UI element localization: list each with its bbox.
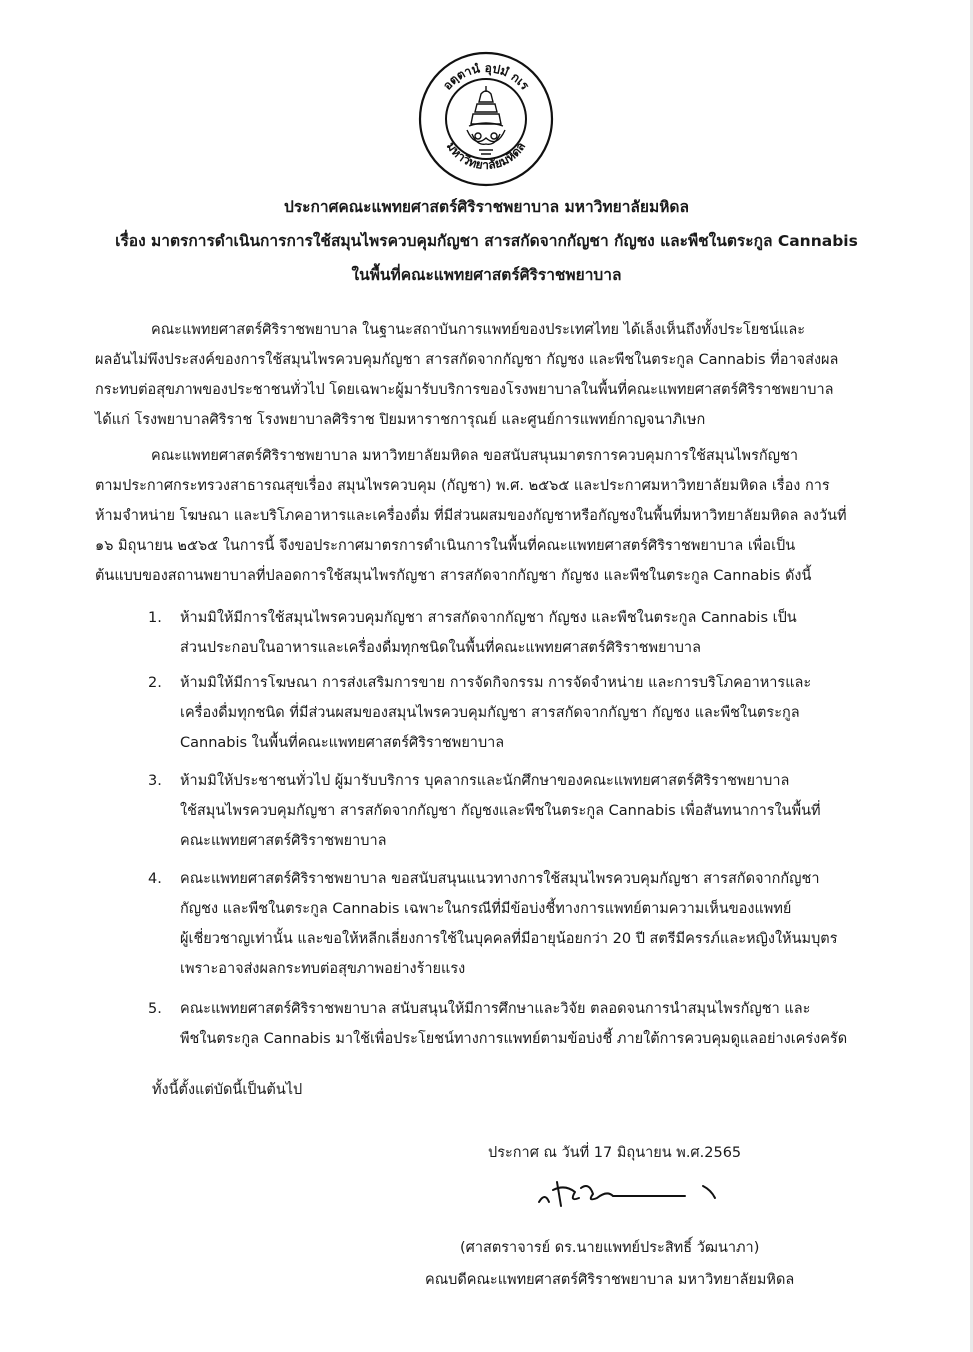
measure-number: 4. bbox=[148, 871, 162, 887]
measure-item bbox=[148, 766, 878, 856]
mahidol-university-seal bbox=[417, 50, 555, 188]
measure-line: คณะแพทยศาสตร์ศิริราชพยาบาล ขอสนับสนุนแนวทางการใช้สมุนไพรควบคุมกัญชา สารสกัดจากกัญชา bbox=[180, 871, 820, 887]
measure-line: กัญชง และพืชในตระกูล Cannabis เฉพาะในกรณีที่มีข้อบ่งชี้ทางการแพทย์ตามความเห็นของแพทย์ bbox=[180, 901, 792, 917]
paragraph-line: ห้ามจำหน่าย โฆษณา และบริโภคอาหารและเครื่องดื่ม ที่มีส่วนผสมของกัญชาหรือกัญชงในพื้นที่มหาวิทยาลัยมหิดล ลงวันที่ bbox=[95, 508, 847, 524]
measure-number: 5. bbox=[148, 1001, 162, 1017]
measure-line: ผู้เชี่ยวชาญเท่านั้น และขอให้หลีกเลี่ยงการใช้ในบุคคลที่มีอายุน้อยกว่า 20 ปี สตรีมีครรภ์และหญิงให้นมบุตร bbox=[180, 931, 838, 947]
measure-number: 3. bbox=[148, 773, 162, 789]
measure-item bbox=[148, 864, 878, 984]
announcement-date: ประกาศ ณ วันที่ 17 มิถุนายน พ.ศ.2565 bbox=[488, 1145, 742, 1161]
measure-item bbox=[148, 994, 878, 1054]
measure-line: พืชในตระกูล Cannabis มาใช้เพื่อประโยชน์ทางการแพทย์ตามข้อบ่งชี้ ภายใต้การควบคุมดูแลอย่างเคร่งครัด bbox=[180, 1031, 848, 1047]
measure-line: ใช้สมุนไพรควบคุมกัญชา สารสกัดจากกัญชา กัญชงและพืชในตระกูล Cannabis เพื่อสันทนาการในพื้นที่ bbox=[180, 803, 821, 819]
paragraph-line: กระทบต่อสุขภาพของประชาชนทั่วไป โดยเฉพาะผู้มารับบริการของโรงพยาบาลในพื้นที่คณะแพทยศาสตร์ศิริราชพยาบาล bbox=[95, 382, 834, 398]
measure-line: เครื่องดื่มทุกชนิด ที่มีส่วนผสมของสมุนไพรควบคุมกัญชา สารสกัดจากกัญชา กัญชง และพืชในตระกูล bbox=[180, 705, 800, 721]
seal-top-caption: อตฺตานํ อุปมํ กเร bbox=[440, 60, 532, 93]
measure-number: 2. bbox=[148, 675, 162, 691]
measure-line: ส่วนประกอบในอาหารและเครื่องดื่มทุกชนิดในพื้นที่คณะแพทยศาสตร์ศิริราชพยาบาล bbox=[180, 640, 701, 656]
measure-line: Cannabis ในพื้นที่คณะแพทยศาสตร์ศิริราชพยาบาล bbox=[180, 735, 505, 751]
paragraph-line: คณะแพทยศาสตร์ศิริราชพยาบาล ในฐานะสถาบันการแพทย์ของประเทศไทย ได้เล็งเห็นถึงทั้งประโยชน์และ bbox=[151, 322, 806, 338]
measure-number: 1. bbox=[148, 610, 162, 626]
support-paragraph bbox=[95, 441, 878, 591]
announcement-subject-location: ในพื้นที่คณะแพทยศาสตร์ศิริราชพยาบาล bbox=[351, 266, 622, 284]
intro-paragraph bbox=[95, 315, 878, 435]
effective-statement: ทั้งนี้ตั้งแต่บัดนี้เป็นต้นไป bbox=[152, 1082, 303, 1098]
paragraph-line: ผลอันไม่พึงประสงค์ของการใช้สมุนไพรควบคุมกัญชา สารสกัดจากกัญชา กัญชง และพืชในตระกูล Cannabis ที่อาจส่งผล bbox=[95, 352, 839, 368]
measure-line: คณะแพทยศาสตร์ศิริราชพยาบาล สนับสนุนให้มีการศึกษาและวิจัย ตลอดจนการนำสมุนไพรกัญชา และ bbox=[180, 1001, 811, 1017]
paragraph-line: คณะแพทยศาสตร์ศิริราชพยาบาล มหาวิทยาลัยมหิดล ขอสนับสนุนมาตรการควบคุมการใช้สมุนไพรกัญชา bbox=[151, 448, 798, 464]
measure-line: คณะแพทยศาสตร์ศิริราชพยาบาล bbox=[180, 833, 387, 849]
seal-bottom-caption: มหาวิทยาลัยมหิดล bbox=[443, 139, 529, 173]
measure-item bbox=[148, 603, 878, 663]
measure-line: ห้ามมิให้มีการโฆษณา การส่งเสริมการขาย การจัดกิจกรรม การจัดจำหน่าย และการบริโภคอาหารและ bbox=[180, 675, 812, 691]
paragraph-line: ต้นแบบของสถานพยาบาลที่ปลอดการใช้สมุนไพรกัญชา สารสกัดจากกัญชา กัญชง และพืชในตระกูล Cannabis ดังนี้ bbox=[95, 568, 812, 584]
paragraph-line: ได้แก่ โรงพยาบาลศิริราช โรงพยาบาลศิริราช ปิยมหาราชการุณย์ และศูนย์การแพทย์กาญจนาภิเษก bbox=[95, 412, 706, 428]
announcement-heading: ประกาศคณะแพทยศาสตร์ศิริราชพยาบาล มหาวิทยาลัยมหิดล bbox=[284, 198, 689, 216]
measure-line: ห้ามมิให้ประชาชนทั่วไป ผู้มารับบริการ บุคลากรและนักศึกษาของคณะแพทยศาสตร์ศิริราชพยาบาล bbox=[180, 773, 790, 789]
paragraph-line: ตามประกาศกระทรวงสาธารณสุขเรื่อง สมุนไพรควบคุม (กัญชา) พ.ศ. ๒๕๖๕ และประกาศมหาวิทยาลัยมหิดล เรื่อง การ bbox=[95, 478, 830, 494]
measure-line: ห้ามมิให้มีการใช้สมุนไพรควบคุมกัญชา สารสกัดจากกัญชา กัญชง และพืชในตระกูล Cannabis เป็น bbox=[180, 610, 797, 626]
measure-item bbox=[148, 668, 878, 758]
dean-signature bbox=[535, 1172, 720, 1216]
measure-line: เพราะอาจส่งผลกระทบต่อสุขภาพอย่างร้ายแรง bbox=[180, 961, 466, 977]
paragraph-line: ๑๖ มิถุนายน ๒๕๖๕ ในการนี้ จึงขอประกาศมาตรการดำเนินการในพื้นที่คณะแพทยศาสตร์ศิริราชพยาบาล เพื่อเป็น bbox=[95, 538, 796, 554]
signer-name: (ศาสตราจารย์ ดร.นายแพทย์ประสิทธิ์ วัฒนาภา) bbox=[460, 1240, 760, 1256]
announcement-subject: เรื่อง มาตรการดำเนินการการใช้สมุนไพรควบคุมกัญชา สารสกัดจากกัญชา กัญชง และพืชในตระกูล Cannabis bbox=[115, 232, 858, 250]
signer-position: คณบดีคณะแพทยศาสตร์ศิริราชพยาบาล มหาวิทยาลัยมหิดล bbox=[425, 1272, 795, 1288]
